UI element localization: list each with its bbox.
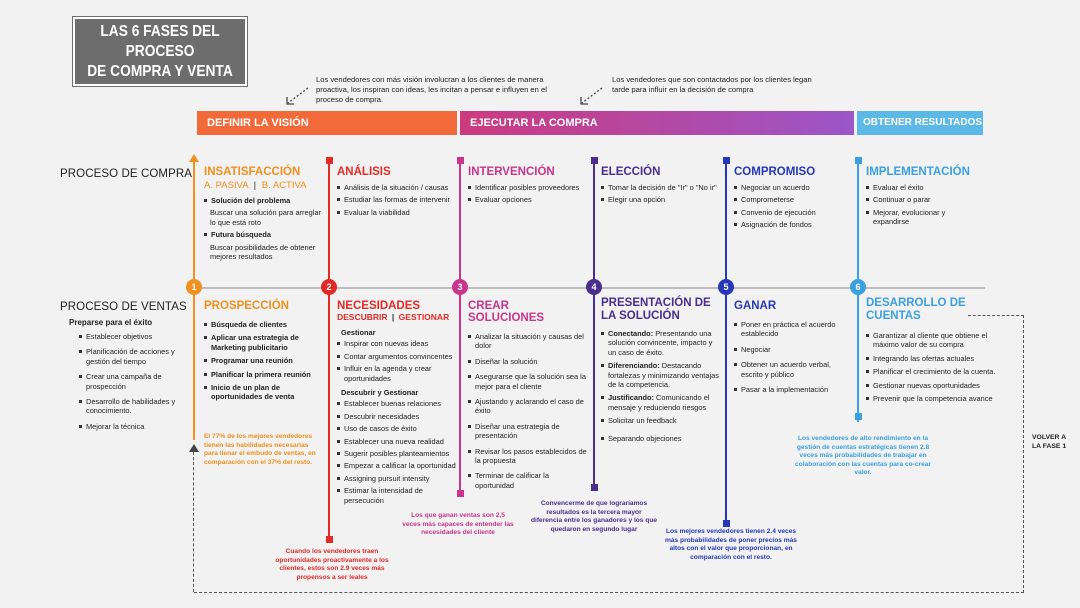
row-label-compra: PROCESO DE COMPRA [60,168,193,180]
note-left: Los vendedores con más visión involucran a los clientes de manera proactiva, los inspiran con ideas, les incitan a pensar e influyen en el proceso de compra. [316,75,547,104]
phase4-circle: 4 [586,279,602,295]
ventas-p4-item: Solicitar un feedback [601,416,719,425]
compra-phase4 [601,166,723,208]
dotted-arrow-icon [578,86,604,106]
ventas-p2-item: Establecer una nueva realidad [337,437,457,446]
phase3-line [459,157,461,497]
phase5-line [725,157,727,525]
ventas-p2-item: Inspirar con nuevas ideas [337,339,457,348]
ventas-p4-item: Justificando: Comunicando el mensaje y reduciendo riesgos [601,393,719,412]
ventas-p2-item: Uso de casos de éxito [337,424,457,433]
compra-p4-item1: Tomar la decisión de "Ir" o "No ir" [601,183,723,192]
return-label: VOLVER A LA FASE 1 [1032,434,1067,450]
ventas-p3-item: Revisar los pasos establecidos de la propuesta [468,447,588,466]
phase3-circle: 3 [452,279,468,295]
compra-p5-item3: Convenio de ejecución [734,208,852,217]
compra-p1-item2: Futura búsqueda [204,230,322,239]
ventas-p2-stat: Cuando los vendedores traen oportunidades proactivamente a los clientes, estos son 2.9 veces más propensos a ser leales [275,548,389,581]
compra-p3-item2: Evaluar opciones [468,195,592,204]
compra-phase1 [204,166,322,264]
compra-p1-head: INSATISFACCIÓN [204,166,301,178]
ventas-prepare-head: Preparse para el éxito [69,318,153,327]
compra-p4-item2: Elegir una opción [601,195,723,204]
ventas-p2-item: Estimar la intensidad de persecución [337,486,457,505]
ventas-p6-head: DESARROLLO DE CUENTAS [866,297,966,322]
compra-p6-item2: Continuar o parar [866,195,976,204]
ventas-prepare-item: Desarrollo de habilidades y conocimiento. [79,397,184,416]
compra-p5-item2: Comprometerse [734,195,852,204]
compra-p3-head: INTERVENCIÓN [468,166,555,178]
phase3-end-square [457,490,464,497]
arrow-up-icon [189,444,199,452]
phase4-line [593,157,595,487]
banner-definir: DEFINIR LA VISIÓN [197,111,457,135]
ventas-phase5 [734,300,850,398]
phase5-circle: 5 [718,279,734,295]
ventas-p5-item: Poner en práctica el acuerdo establecido [734,320,850,339]
compra-p5-head: COMPROMISO [734,166,816,178]
return-loop-left [193,452,194,592]
ventas-p4-head: PRESENTACIÓN DE LA SOLUCIÓN [601,297,711,322]
phase6-circle: 6 [850,279,866,295]
ventas-p6-item: Gestionar nuevas oportunidades [866,381,998,390]
ventas-p2-item: Sugerir posibles planteamientos [337,449,457,458]
phase2-circle: 2 [321,279,337,295]
ventas-p6-item: Integrando las ofertas actuales [866,354,998,363]
ventas-p5-head: GANAR [734,300,777,312]
compra-p2-item2: Estudiar las formas de intervenir [337,195,457,204]
ventas-p2-subhead: DESCUBRIR | GESTIONAR [337,312,450,322]
phase4-end-square [591,484,598,491]
page-title [73,17,247,86]
ventas-prepare-item: Crear una campaña de prospección [79,372,184,391]
ventas-phase1 [204,300,322,406]
compra-p4-head: ELECCIÓN [601,166,661,178]
phase4-top-square [591,157,598,164]
ventas-p5-item: Obtener un acuerdo verbal, escrito y público [734,360,850,379]
ventas-p3-head: CREAR SOLUCIONES [468,300,545,324]
phase6-end-square [855,413,862,420]
ventas-p1-stat: El 77% de los mejores vendedores tienen las habilidades necesarias para llenar el embudo de ventas, en comparación con el 37% del resto. [204,433,316,466]
ventas-p2-item: Descubrir necesidades [337,412,457,421]
compra-p2-item1: Análisis de la situación / causas [337,183,457,192]
compra-phase6 [866,166,976,230]
ventas-p6-item: Planificar el crecimiento de la cuenta. [866,367,998,376]
banner-obtener: OBTENER RESULTADOS [857,111,983,135]
ventas-p2-item: Contar argumentos convincentes [337,352,457,361]
ventas-p2-item: Influir en la agenda y crear oportunidades [337,364,457,383]
compra-p1-item1-desc: Buscar una solución para arreglar lo que está roto [210,208,321,227]
compra-phase3 [468,166,592,208]
compra-p2-item3: Evaluar la viabilidad [337,208,457,217]
ventas-p4-item: Separando objeciones [601,434,719,443]
ventas-p3-item: Analizar la situación y causas del dolor [468,332,588,351]
ventas-p2-group1: Gestionar [341,328,376,337]
ventas-p1-item: Planificar la primera reunión [204,370,322,379]
compra-p6-head: IMPLEMENTACIÓN [866,166,970,178]
compra-p1-subhead: A. PASIVA | B. ACTIVA [204,180,307,191]
ventas-p3-item: Diseñar la solución [468,357,588,366]
ventas-p2-item: Establecer buenas relaciones [337,399,457,408]
compra-p6-item1: Evaluar el éxito [866,183,976,192]
compra-p5-item4: Asignación de fondos [734,220,852,229]
ventas-prepare-item: Mejorar la técnica [79,422,184,431]
compra-p3-item1: Identificar posibles proveedores [468,183,592,192]
title-line2: DE COMPRA Y VENTA [87,62,233,80]
ventas-p1-item: Programar una reunión [204,356,322,365]
ventas-phase3 [468,300,588,494]
row-label-ventas: PROCESO DE VENTAS [60,301,187,313]
ventas-p4-stat: Convencerme de que lograríamos resultados es la tercera mayor diferencia entre los ganadores y los que quedaron en segundo lugar [530,500,658,533]
ventas-p1-item: Aplicar una estrategia de Marketing publicitario [204,333,322,352]
ventas-p3-item: Ajustando y aclarando el caso de éxito [468,397,588,416]
banner-ejecutar: EJECUTAR LA COMPRA [460,111,854,135]
ventas-p6-item: Prevenir que la competencia avance [866,394,998,403]
compra-p1-item2-desc: Buscar posibilidades de obtener mejores resultados [210,242,316,262]
ventas-prepare-item: Planificación de acciones y gestión del tiempo [79,347,184,366]
phase2-top-square [326,157,333,164]
ventas-p5-item: Pasar a la implementación [734,385,850,394]
phase6-top-square [855,157,862,164]
ventas-p1-item: Búsqueda de clientes [204,320,322,329]
ventas-p5-stat: Los mejores vendedores tienen 2.4 veces más probabilidades de poner precios más altos con el valor que proporcionan, en comparación con el resto. [665,528,797,561]
ventas-p1-item: Inicio de un plan de oportunidades de venta [204,383,322,402]
ventas-p3-item: Asegurarse que la solución sea la mejor para el cliente [468,372,588,391]
ventas-p1-head: PROSPECCIÓN [204,300,289,312]
phase5-top-square [723,157,730,164]
ventas-phase4 [601,297,719,447]
ventas-p6-item: Garantizar al cliente que obtiene el máximo valor de su compra [866,331,998,350]
arrow-up-icon [189,154,199,162]
return-loop-bottom [194,592,1024,593]
compra-phase2 [337,166,457,220]
phase1-line [193,157,195,440]
ventas-prepare-item: Establecer objetivos [79,332,184,341]
phase2-line [328,157,330,537]
compra-p1-item1: Solución del problema [204,196,322,205]
ventas-p4-item: Diferenciando: Destacando fortalezas y minimizando ventajas de la competencia. [601,361,719,389]
ventas-p2-group2: Descubrir y Gestionar [341,388,419,398]
phase2-end-square [326,536,333,543]
ventas-phase6 [866,297,998,407]
ventas-p2-item: Assigning pursuit intensity [337,474,457,483]
ventas-prepare [69,318,184,434]
ventas-p5-item: Negociar [734,345,850,354]
phase5-end-square [723,520,730,527]
dotted-arrow-icon [284,86,310,106]
ventas-p2-item: Empezar a calificar la oportunidad [337,461,457,470]
compra-p5-item1: Negociar un acuerdo [734,183,852,192]
ventas-p3-stat: Los que ganan ventas son 2,5 veces más capaces de entender las necesidades del cliente [402,512,514,537]
ventas-p3-item: Diseñar una estrategia de presentación [468,422,588,441]
note-right: Los vendedores que son contactados por los clientes legan tarde para influir en la decisión de compra [612,75,812,94]
compra-phase5 [734,166,852,233]
return-loop-right [1023,315,1024,593]
ventas-p3-item: Terminar de calificar la oportunidad [468,471,588,490]
phase1-circle: 1 [186,279,202,295]
title-line1: LAS 6 FASES DEL PROCESO [100,22,220,60]
compra-p6-item3: Mejorar, evolucionar y expandirse [866,208,976,227]
ventas-p2-head: NECESIDADES [337,300,421,312]
ventas-p4-item: Conectando: Presentando una solución convincente, impacto y un caso de éxito. [601,329,719,357]
ventas-p6-stat: Los vendedores de alto rendimiento en la gestión de cuentas estratégicas tienen 2.8 veces más probabilidades de trabajar en colaboración con las cuentas para co-crear valor. [795,435,931,477]
ventas-phase2 [337,300,457,508]
compra-p2-head: ANÁLISIS [337,166,391,178]
return-loop-top [968,315,1024,316]
phase3-top-square [457,157,464,164]
